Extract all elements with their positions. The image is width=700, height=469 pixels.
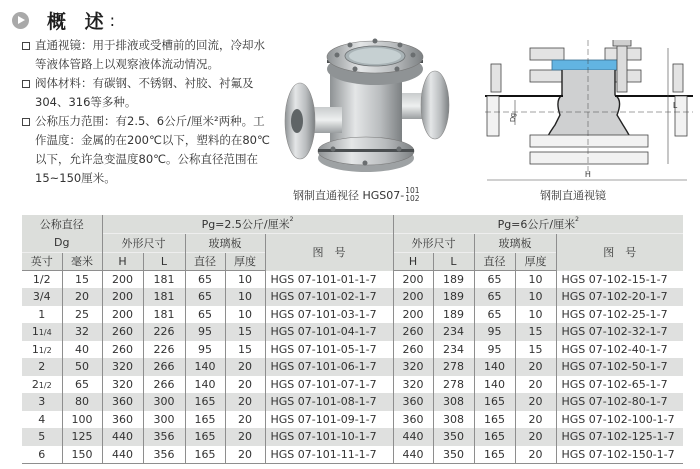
dimension-dg-label: Dg: [510, 113, 517, 122]
technical-diagram: [485, 40, 695, 190]
cell-inch: 2: [22, 358, 62, 376]
cell-h2: 360: [393, 393, 433, 411]
table-row: [22, 288, 683, 306]
header-outer-size-2: 外形尺寸: [393, 234, 474, 253]
header-diameter-1: 直径: [185, 252, 225, 271]
cell-mm: 25: [62, 306, 102, 324]
cell-l2: 308: [433, 393, 474, 411]
inch-fraction: 1/2: [38, 380, 52, 390]
cell-d2: 95: [474, 341, 515, 359]
cell-code2: HGS 07-102-50-1-7: [556, 358, 683, 376]
cell-h1: 200: [102, 271, 143, 289]
table-row: [22, 358, 683, 376]
checkbox-bullet-icon: [22, 42, 30, 50]
cell-t2: 10: [515, 288, 556, 306]
feature-text: 阀体材料：有碳钢、不锈钢、衬胶、衬氟及304、316等多种。: [35, 76, 254, 109]
header-inch: 英寸: [22, 252, 62, 271]
cell-d2: 65: [474, 306, 515, 324]
cell-h1: 320: [102, 376, 143, 394]
feature-list: [22, 36, 272, 188]
cell-code1: HGS 07-101-09-1-7: [265, 411, 393, 429]
inch-fraction: 1/2: [38, 345, 52, 355]
cell-code1: HGS 07-101-11-1-7: [265, 446, 393, 464]
cell-code1: HGS 07-101-06-1-7: [265, 358, 393, 376]
cell-d2: 65: [474, 271, 515, 289]
header-mm: 毫米: [62, 252, 102, 271]
feature-item: [22, 74, 272, 112]
cell-h2: 200: [393, 288, 433, 306]
cell-t1: 20: [225, 428, 265, 446]
cell-l2: 234: [433, 341, 474, 359]
cell-inch: [22, 323, 62, 341]
cell-l1: 226: [143, 323, 185, 341]
section-title: 概 述: [47, 10, 110, 33]
cell-d2: 165: [474, 428, 515, 446]
cell-inch: [22, 341, 62, 359]
cell-l1: 226: [143, 341, 185, 359]
cell-d2: 65: [474, 288, 515, 306]
cell-code2: HGS 07-102-32-1-7: [556, 323, 683, 341]
table-row: [22, 411, 683, 429]
cell-code2: HGS 07-102-80-1-7: [556, 393, 683, 411]
cell-d1: 65: [185, 271, 225, 289]
arrow-bullet-icon: [12, 12, 29, 29]
cell-l2: 234: [433, 323, 474, 341]
cell-d1: 95: [185, 341, 225, 359]
cell-d1: 165: [185, 393, 225, 411]
cell-d2: 165: [474, 446, 515, 464]
cell-l1: 266: [143, 358, 185, 376]
cell-d2: 165: [474, 393, 515, 411]
cell-code1: HGS 07-101-05-1-7: [265, 341, 393, 359]
cell-d2: 95: [474, 323, 515, 341]
cell-l1: 181: [143, 288, 185, 306]
cell-l1: 181: [143, 306, 185, 324]
cell-t1: 20: [225, 411, 265, 429]
header-group-pg6: [393, 215, 683, 234]
header-drawing-no-1: 图 号: [265, 234, 393, 271]
cell-t2: 20: [515, 376, 556, 394]
cell-inch: 1: [22, 306, 62, 324]
cell-h2: 360: [393, 411, 433, 429]
cell-t1: 20: [225, 358, 265, 376]
cell-code1: HGS 07-101-04-1-7: [265, 323, 393, 341]
header-group-pg25-text: Pg=2.5公斤/厘米: [201, 218, 290, 231]
cell-t2: 20: [515, 411, 556, 429]
cell-h2: 200: [393, 306, 433, 324]
cell-l2: 278: [433, 358, 474, 376]
table-row: [22, 341, 683, 359]
cell-h1: 360: [102, 393, 143, 411]
cell-mm: 50: [62, 358, 102, 376]
cell-t1: 20: [225, 393, 265, 411]
spec-table-body: [22, 271, 683, 464]
table-row: [22, 271, 683, 289]
table-row: [22, 428, 683, 446]
cell-inch: 1/2: [22, 271, 62, 289]
superscript: 2: [289, 216, 294, 223]
model-fraction-bottom: 102: [405, 194, 420, 203]
cell-h2: 260: [393, 323, 433, 341]
spec-table: [22, 215, 683, 464]
cell-d1: 165: [185, 411, 225, 429]
header-dg: Dg: [22, 234, 102, 253]
header-nominal-diameter: 公称直径: [22, 215, 102, 234]
cell-h1: 360: [102, 411, 143, 429]
cell-h1: 200: [102, 288, 143, 306]
cell-inch: 5: [22, 428, 62, 446]
cell-inch: 4: [22, 411, 62, 429]
cell-code1: HGS 07-101-07-1-7: [265, 376, 393, 394]
cell-code2: HGS 07-102-40-1-7: [556, 341, 683, 359]
cell-l2: 308: [433, 411, 474, 429]
cell-d1: 65: [185, 306, 225, 324]
model-fraction: [405, 187, 419, 203]
cell-h2: 320: [393, 358, 433, 376]
header-thickness-2: 厚度: [515, 252, 556, 271]
cell-t2: 15: [515, 341, 556, 359]
checkbox-bullet-icon: [22, 118, 30, 126]
header-group-pg6-text: Pg=6公斤/厘米: [497, 218, 576, 231]
dimension-h-label: H: [585, 170, 591, 179]
header-h-1: H: [102, 252, 143, 271]
cell-h2: 200: [393, 271, 433, 289]
cell-code1: HGS 07-101-01-1-7: [265, 271, 393, 289]
cell-h2: 440: [393, 446, 433, 464]
cell-t2: 20: [515, 446, 556, 464]
inch-whole: 1: [31, 342, 39, 356]
cell-inch: 3/4: [22, 288, 62, 306]
table-row: [22, 446, 683, 464]
cell-code2: HGS 07-102-20-1-7: [556, 288, 683, 306]
cell-mm: 80: [62, 393, 102, 411]
cell-l1: 300: [143, 393, 185, 411]
cell-l2: 189: [433, 271, 474, 289]
header-thickness-1: 厚度: [225, 252, 265, 271]
table-row: [22, 393, 683, 411]
cell-l1: 356: [143, 446, 185, 464]
cell-d1: 165: [185, 446, 225, 464]
cell-l1: 266: [143, 376, 185, 394]
cell-t2: 10: [515, 306, 556, 324]
cell-d1: 140: [185, 358, 225, 376]
cell-inch: [22, 376, 62, 394]
cell-code1: HGS 07-101-03-1-7: [265, 306, 393, 324]
cell-l2: 350: [433, 428, 474, 446]
header-glass-plate-1: 玻璃板: [185, 234, 265, 253]
header-row-1: [22, 215, 683, 234]
cell-mm: 15: [62, 271, 102, 289]
header-h-2: H: [393, 252, 433, 271]
cell-code2: HGS 07-102-125-1-7: [556, 428, 683, 446]
superscript: 2: [575, 216, 579, 223]
cell-t2: 20: [515, 358, 556, 376]
feature-text: 直通视镜：用于排液或受槽前的回流，冷却水等液体管路上以观察液体流动情况。: [35, 38, 265, 71]
cell-code1: HGS 07-101-08-1-7: [265, 393, 393, 411]
cell-t2: 15: [515, 323, 556, 341]
cell-t1: 20: [225, 376, 265, 394]
cell-code2: HGS 07-102-15-1-7: [556, 271, 683, 289]
cell-d2: 140: [474, 358, 515, 376]
cell-h1: 200: [102, 306, 143, 324]
cell-mm: 20: [62, 288, 102, 306]
cell-l2: 189: [433, 306, 474, 324]
cell-h2: 260: [393, 341, 433, 359]
inch-fraction: 1/4: [38, 328, 52, 338]
cell-t1: 10: [225, 271, 265, 289]
cell-mm: 32: [62, 323, 102, 341]
header-l-2: L: [433, 252, 474, 271]
cell-inch: 6: [22, 446, 62, 464]
section-heading: [12, 8, 115, 32]
inch-whole: 1: [31, 325, 39, 339]
cell-code2: HGS 07-102-100-1-7: [556, 411, 683, 429]
cell-t1: 15: [225, 341, 265, 359]
photo-caption: [293, 187, 420, 203]
feature-item: [22, 36, 272, 74]
cell-h1: 260: [102, 341, 143, 359]
feature-text: 公称压力范围：有2.5、6公斤/厘米²两种。工作温度：金属的在200℃以下，塑料的在80℃以下，允许急变温度80℃。公称直径范围在15~150厘米。: [35, 114, 270, 185]
cell-mm: 40: [62, 341, 102, 359]
checkbox-bullet-icon: [22, 80, 30, 88]
feature-item: [22, 112, 272, 188]
cell-d1: 140: [185, 376, 225, 394]
header-drawing-no-2: 图 号: [556, 234, 683, 271]
diagram-caption: 钢制直通视镜: [540, 189, 606, 202]
cell-l1: 181: [143, 271, 185, 289]
dimension-l-label: L: [673, 101, 678, 110]
header-outer-size-1: 外形尺寸: [102, 234, 185, 253]
cell-mm: 65: [62, 376, 102, 394]
model-fraction-top: 101: [405, 186, 420, 195]
header-row-2: [22, 234, 683, 253]
cell-t1: 20: [225, 446, 265, 464]
table-row: [22, 323, 683, 341]
cell-t1: 10: [225, 306, 265, 324]
cell-t1: 10: [225, 288, 265, 306]
cell-d1: 65: [185, 288, 225, 306]
cell-code2: HGS 07-102-25-1-7: [556, 306, 683, 324]
cell-l2: 350: [433, 446, 474, 464]
header-glass-plate-2: 玻璃板: [474, 234, 556, 253]
cell-h1: 320: [102, 358, 143, 376]
product-photo: [275, 25, 455, 175]
cell-h2: 440: [393, 428, 433, 446]
cell-t1: 15: [225, 323, 265, 341]
table-row: [22, 376, 683, 394]
cell-l2: 278: [433, 376, 474, 394]
cell-code2: HGS 07-102-65-1-7: [556, 376, 683, 394]
cell-code2: HGS 07-102-150-1-7: [556, 446, 683, 464]
cell-inch: 3: [22, 393, 62, 411]
header-group-pg25: [102, 215, 393, 234]
cell-h1: 440: [102, 446, 143, 464]
cell-l1: 300: [143, 411, 185, 429]
inch-whole: 2: [31, 377, 39, 391]
cell-mm: 100: [62, 411, 102, 429]
cell-d2: 140: [474, 376, 515, 394]
photo-caption-text: 钢制直通视径 HGS07-: [293, 189, 405, 202]
cell-h1: 260: [102, 323, 143, 341]
cell-t2: 20: [515, 393, 556, 411]
cell-h2: 320: [393, 376, 433, 394]
cell-mm: 125: [62, 428, 102, 446]
cell-mm: 150: [62, 446, 102, 464]
cell-t2: 20: [515, 428, 556, 446]
cell-code1: HGS 07-101-02-1-7: [265, 288, 393, 306]
cell-d2: 165: [474, 411, 515, 429]
header-diameter-2: 直径: [474, 252, 515, 271]
cell-h1: 440: [102, 428, 143, 446]
cell-d1: 95: [185, 323, 225, 341]
cell-t2: 10: [515, 271, 556, 289]
cell-l2: 189: [433, 288, 474, 306]
cell-code1: HGS 07-101-10-1-7: [265, 428, 393, 446]
table-row: [22, 306, 683, 324]
header-l-1: L: [143, 252, 185, 271]
cell-l1: 356: [143, 428, 185, 446]
cell-d1: 165: [185, 428, 225, 446]
section-title-colon: :: [109, 10, 116, 30]
